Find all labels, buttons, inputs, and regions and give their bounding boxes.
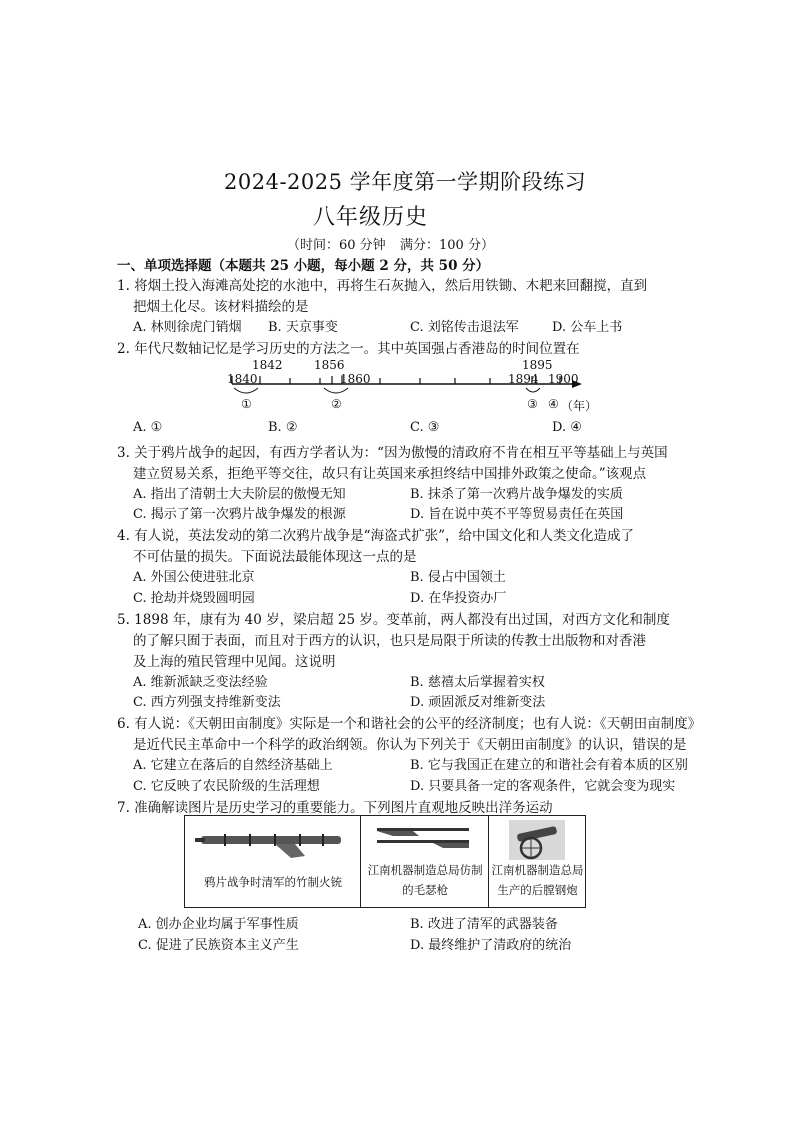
q2-option-a: A. ①: [133, 420, 163, 435]
q2-option-d: D. ④: [552, 420, 582, 435]
timeline-year: 1895: [522, 358, 553, 372]
q5-option-a: A. 维新派缺乏变法经验: [133, 675, 268, 690]
q4-option-d: D. 在华投资办厂: [410, 591, 507, 606]
section-heading: 一、单项选择题（本题共 25 小题，每小题 2 分，共 50 分）: [117, 258, 490, 274]
q2-stem: 2. 年代尺数轴记忆是学习历史的方法之一。其中英国强占香港岛的时间位置在: [117, 341, 580, 357]
exam-subtitle: 八年级历史: [313, 205, 429, 230]
q1-option-c: C. 刘铭传击退法军: [410, 320, 519, 335]
q7-stem: 7. 准确解读图片是历史学习的重要能力。下列图片直观地反映出洋务运动: [117, 800, 553, 816]
exam-title: 2024-2025 学年度第一学期阶段练习: [224, 170, 587, 194]
q3-stem-line1: 3. 关于鸦片战争的起因，有西方学者认为：“因为傲慢的清政府不肯在相互平等基础上与英国: [117, 445, 668, 461]
timeline-year: 1842: [252, 358, 283, 372]
timeline-brace-1: [234, 388, 258, 393]
q6-option-c: C. 它反映了农民阶级的生活理想: [133, 779, 320, 794]
q7-image-table: [184, 815, 586, 908]
steel-cannon-image: [509, 820, 565, 860]
timeline-marker: ③: [527, 397, 538, 411]
timeline-marker: ①: [241, 397, 252, 411]
q7-caption-1: 鸦片战争时清军的竹制火铳: [204, 875, 342, 889]
bamboo-gun-image: [195, 822, 355, 862]
score-info: 满分：100 分）: [400, 238, 494, 253]
q4-option-a: A. 外国公使进驻北京: [133, 570, 255, 585]
time-info: （时间：60 分钟: [287, 238, 386, 253]
q3-stem-line2: 建立贸易关系，拒绝平等交往，故只有让英国来承担终结中国排外政策之使命。”该观点: [133, 466, 647, 482]
q7-option-b: B. 改进了清军的武器装备: [410, 917, 558, 932]
q3-option-d: D. 旨在说中英不平等贸易责任在英国: [410, 507, 624, 522]
q4-stem-line1: 4. 有人说，英法发动的第二次鸦片战争是“海盗式扩张”，给中国文化和人类文化造成了: [117, 528, 634, 544]
q1-option-a: A. 林则徐虎门销烟: [133, 320, 242, 335]
timeline-brace-2: [324, 388, 348, 393]
q1-stem-line2: 把烟土化尽。该材料描绘的是: [133, 299, 309, 315]
q5-option-c: C. 西方列强支持维新变法: [133, 695, 281, 710]
q6-option-b: B. 它与我国正在建立的和谐社会有着本质的区别: [410, 758, 688, 773]
q1-stem-line1: 1. 将烟土投入海滩高处挖的水池中，再将生石灰抛入，然后用铁锄、木耙来回翻搅，直到: [117, 278, 648, 294]
mauser-rifle-image: [373, 822, 473, 852]
q7-caption-3: 江南机器制造总局生产的后膛钢炮: [491, 863, 584, 897]
timeline-brace-3: [526, 388, 540, 392]
q7-image-cell-2: [361, 816, 489, 908]
q5-stem-line3: 及上海的殖民管理中见闻。这说明: [133, 654, 336, 670]
q1-option-d: D. 公车上书: [552, 320, 623, 335]
q6-stem-line2: 是近代民主革命中一个科学的政治纲领。你认为下列关于《天朝田亩制度》的认识，错误的是: [133, 737, 687, 753]
q6-option-a: A. 它建立在落后的自然经济基础上: [133, 758, 333, 773]
q5-option-d: D. 顽固派反对维新变法: [410, 695, 546, 710]
timeline-marker: ④: [548, 397, 559, 411]
timeline-year: 1894: [508, 372, 539, 386]
q4-option-b: B. 侵占中国领土: [410, 570, 506, 585]
q5-option-b: B. 慈禧太后掌握着实权: [410, 675, 545, 690]
q3-option-c: C. 揭示了第一次鸦片战争爆发的根源: [133, 507, 346, 522]
q7-option-d: D. 最终维护了清政府的统治: [410, 938, 572, 953]
q4-option-c: C. 抢劫并烧毁圆明园: [133, 591, 255, 606]
q4-stem-line2: 不可估量的损失。下面说法最能体现这一点的是: [133, 549, 417, 565]
q5-stem-line2: 的了解只囿于表面，而且对于西方的认识，也只是局限于所读的传教士出版物和对香港: [133, 633, 646, 649]
timeline-year: 1900: [548, 372, 579, 386]
q6-stem-line1: 6. 有人说：《天朝田亩制度》实际是一个和谐社会的公平的经济制度；也有人说：《天朝田亩制度》: [117, 716, 702, 732]
q3-option-a: A. 指出了清朝士大夫阶层的傲慢无知: [133, 487, 346, 502]
q7-option-c: C. 促进了民族资本主义产生: [138, 938, 299, 953]
q7-caption-2: 江南机器制造总局仿制的毛瑟枪: [367, 863, 483, 897]
timeline-year: 1860: [340, 372, 371, 386]
q3-option-b: B. 抹杀了第一次鸦片战争爆发的实质: [410, 487, 623, 502]
q7-image-cell-3: [489, 816, 586, 908]
timeline-marker: ②: [331, 397, 342, 411]
q7-image-cell-1: [185, 816, 361, 908]
q5-stem-line1: 5. 1898 年，康有为 40 岁，梁启超 25 岁。变革前，两人都没有出过国，对西方文化和制度: [117, 612, 670, 628]
q2-option-b: B. ②: [268, 420, 298, 435]
timeline-unit: （年）: [561, 399, 598, 413]
q1-option-b: B. 天京事变: [268, 320, 338, 335]
q2-option-c: C. ③: [410, 420, 440, 435]
timeline-year: 1856: [314, 358, 345, 372]
q7-option-a: A. 创办企业均属于军事性质: [138, 917, 299, 932]
q6-option-d: D. 只要具备一定的客观条件，它就会变为现实: [410, 779, 676, 794]
timeline-year: 1840: [227, 372, 258, 386]
